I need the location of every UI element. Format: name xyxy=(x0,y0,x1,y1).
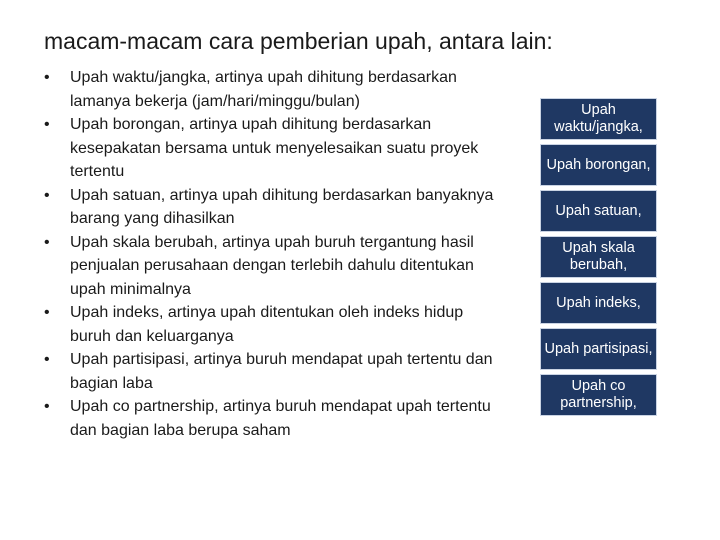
wage-type-box: Upah satuan, xyxy=(540,190,657,232)
bullet-item xyxy=(44,231,494,302)
bullet-text: Upah waktu/jangka, artinya upah dihitung berdasarkan lamanya bekerja (jam/hari/minggu/bulan) xyxy=(70,69,457,110)
bullet-icon: • xyxy=(44,233,50,251)
bullet-item xyxy=(44,66,494,113)
bullet-icon: • xyxy=(44,69,50,86)
bullet-text: Upah borongan, artinya upah dihitung berdasarkan kesepakatan bersama untuk menyelesaikan suatu proyek tertentu xyxy=(70,116,479,180)
bullet-text: Upah indeks, artinya upah ditentukan oleh indeks hidup buruh dan keluarganya xyxy=(70,304,464,345)
bullet-item xyxy=(44,113,494,184)
wage-type-boxes xyxy=(540,98,657,420)
wage-type-box: Upah indeks, xyxy=(540,282,657,324)
slide-title: macam-macam cara pemberian upah, antara lain: xyxy=(44,28,553,54)
bullet-icon: • xyxy=(44,351,50,368)
bullet-icon: • xyxy=(44,116,50,133)
bullet-item xyxy=(44,301,494,348)
bullet-icon: • xyxy=(44,304,50,321)
bullet-item xyxy=(44,348,494,395)
wage-type-box: Upah borongan, xyxy=(540,144,657,186)
bullet-icon: • xyxy=(44,186,50,204)
bullet-text: Upah skala berubah, artinya upah buruh tergantung hasil penjualan perusahaan dengan terlebih dahulu ditentukan upah minimalnya xyxy=(70,233,474,298)
wage-type-box: Upah partisipasi, xyxy=(540,328,657,370)
bullet-item xyxy=(44,395,494,442)
bullet-text: Upah co partnership, artinya buruh mendapat upah tertentu dan bagian laba berupa saham xyxy=(70,398,491,439)
bullet-item xyxy=(44,184,494,231)
wage-type-box: Upah skala berubah, xyxy=(540,236,657,278)
bullet-text: Upah partisipasi, artinya buruh mendapat upah tertentu dan bagian laba xyxy=(70,351,493,392)
bullet-list xyxy=(44,66,494,442)
bullet-text: Upah satuan, artinya upah dihitung berdasarkan banyaknya barang yang dihasilkan xyxy=(70,186,494,227)
wage-type-box: Upah co partnership, xyxy=(540,374,657,416)
bullet-icon: • xyxy=(44,398,50,415)
wage-type-box: Upah waktu/jangka, xyxy=(540,98,657,140)
